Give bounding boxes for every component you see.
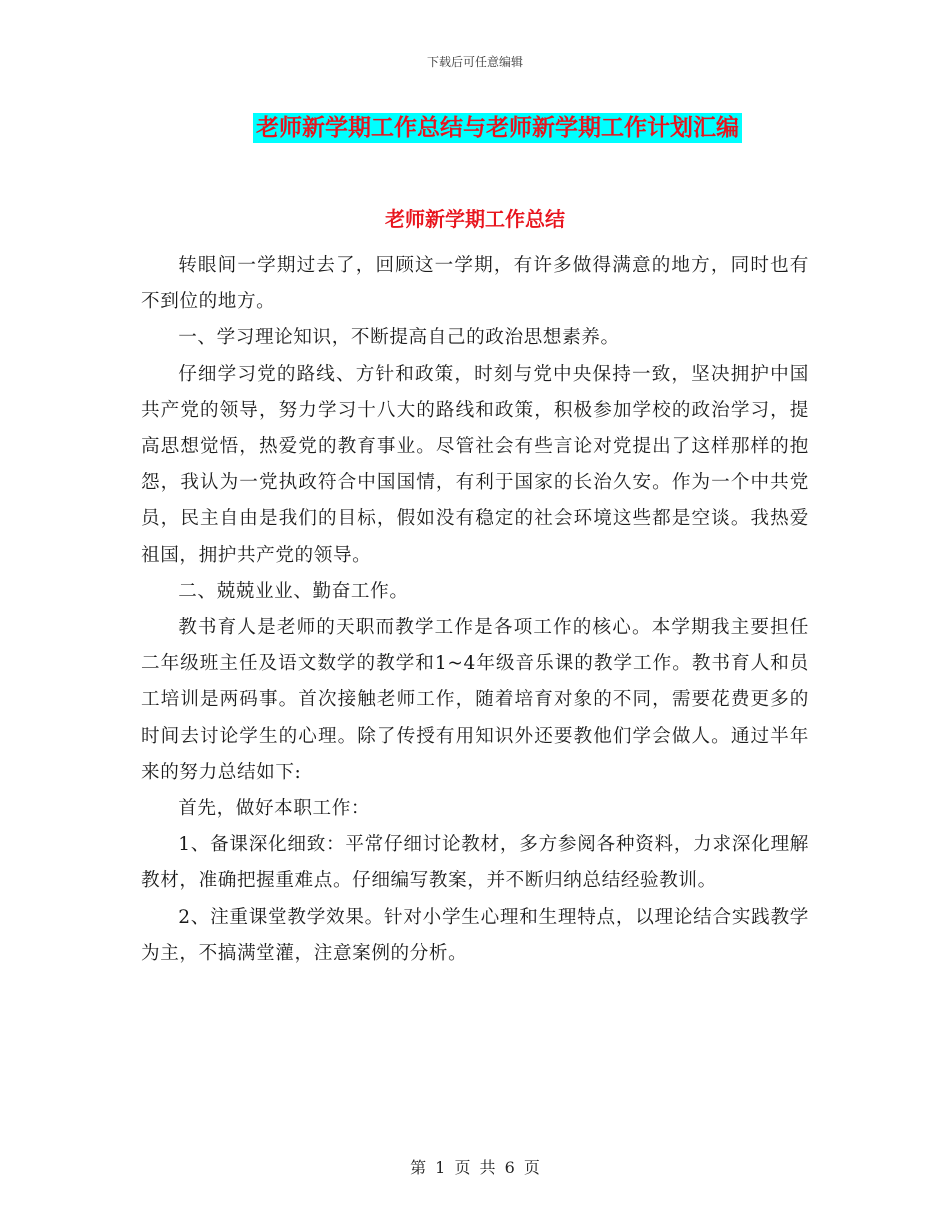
paragraph: 首先，做好本职工作： bbox=[178, 798, 371, 820]
paragraph: 转眼间一学期过去了，回顾这一学期，有许多做得满意的地方，同时也有不到位的地方。 bbox=[141, 255, 809, 313]
paragraph: 一、学习理论知识，不断提高自己的政治思想素养。 bbox=[178, 327, 620, 349]
paragraph: 2、注重课堂教学效果。针对小学生心理和生理特点，以理论结合实践教学为主，不搞满堂灌，注意案例的分析。 bbox=[141, 906, 809, 964]
paragraph: 1、备课深化细致：平常仔细讨论教材，多方参阅各种资料，力求深化理解教材，准确把握重难点。仔细编写教案，并不断归纳总结经验教训。 bbox=[141, 834, 809, 892]
main-title-container bbox=[0, 113, 950, 143]
header-note: 下载后可任意编辑 bbox=[426, 55, 523, 69]
paragraph: 仔细学习党的路线、方针和政策，时刻与党中央保持一致，坚决拥护中国共产党的领导，努力学习十八大的路线和政策，积极参加学校的政治学习，提高思想觉悟，热爱党的教育事业。尽管社会有些言论对党提出了这样那样的抱怨，我认为一党执政符合中国国情，有利于国家的长治久安。作为一个中共党员，民主自由是我们的目标，假如没有稳定的社会环境这些都是空谈。我热爱祖国，拥护共产党的领导。 bbox=[141, 363, 809, 566]
paragraph: 教书育人是老师的天职而教学工作是各项工作的核心。本学期我主要担任二年级班主任及语文数学的教学和1~4年级音乐课的教学工作。教书育人和员工培训是两码事。首次接触老师工作，随着培育对象的不同，需要花费更多的时间去讨论学生的心理。除了传授有用知识外还要教他们学会做人。通过半年来的努力总结如下: bbox=[141, 617, 809, 783]
main-title: 老师新学期工作总结与老师新学期工作计划汇编 bbox=[253, 113, 742, 143]
section-title: 老师新学期工作总结 bbox=[385, 207, 565, 231]
document-body bbox=[141, 248, 809, 972]
paragraph: 二、兢兢业业、勤奋工作。 bbox=[178, 580, 409, 602]
page-number-footer: 第 1 页 共 6 页 bbox=[410, 1158, 540, 1177]
